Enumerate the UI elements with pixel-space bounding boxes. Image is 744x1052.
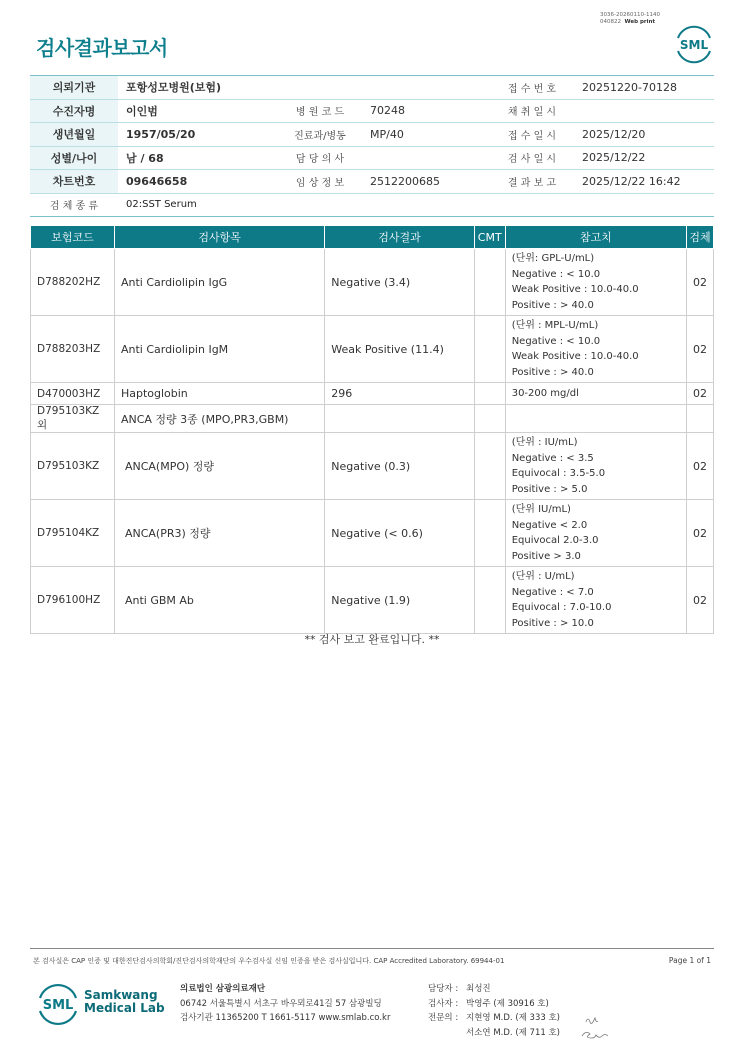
reference-range <box>505 433 686 500</box>
test-result: Weak Positive (11.4) <box>325 316 474 383</box>
reference-line: Positive > 3.0 <box>511 550 581 562</box>
company-name-line1: Samkwang <box>84 988 158 1002</box>
result-row <box>31 405 714 433</box>
result-row <box>31 316 714 383</box>
reference-line: (단위 : IU/mL) <box>511 437 578 448</box>
result-row <box>31 433 714 500</box>
test-result: Negative (3.4) <box>325 249 474 316</box>
specimen-code <box>686 405 713 433</box>
specimen-code: 02 <box>686 433 713 500</box>
patient-info-table <box>30 75 714 217</box>
column-header: 검사항목 <box>114 226 324 249</box>
signature-image <box>578 1010 612 1042</box>
info-value: 포항성모병원(보험) <box>118 76 278 100</box>
info-row <box>30 76 714 100</box>
info-value: 이인범 <box>118 99 278 123</box>
info-label: 의뢰기관 <box>30 76 118 100</box>
specimen-code: 02 <box>686 383 713 405</box>
footer-divider <box>30 948 714 949</box>
staff-row <box>428 1026 560 1041</box>
print-code <box>600 12 660 26</box>
logo-text: SML <box>679 38 709 52</box>
reference-line: Negative : < 7.0 <box>511 586 594 598</box>
reference-line: Equivocal : 7.0-10.0 <box>511 602 612 613</box>
info-value <box>362 146 490 170</box>
result-row <box>31 500 714 567</box>
test-item: Haptoglobin <box>114 383 324 405</box>
info-label: 병 원 코 드 <box>278 99 362 123</box>
reference-line: Positive : > 40.0 <box>511 299 594 311</box>
results-table <box>30 225 714 634</box>
sml-footer-logo-icon <box>36 982 80 1026</box>
info-label: 접 수 일 시 <box>490 123 574 147</box>
comment-cell <box>474 433 505 500</box>
reference-line: Weak Positive : 10.0-40.0 <box>511 351 639 362</box>
test-result: Negative (0.3) <box>325 433 474 500</box>
info-value: 1957/05/20 <box>118 123 278 147</box>
web-print-label: Web print <box>624 19 656 25</box>
test-result: 296 <box>325 383 474 405</box>
info-value: 20251220-70128 <box>574 76 714 100</box>
info-label: 성별/나이 <box>30 146 118 170</box>
reference-range <box>505 500 686 567</box>
reference-line: Positive : > 5.0 <box>511 483 588 495</box>
reference-line: (단위: GPL-U/mL) <box>511 253 595 264</box>
info-value: 09646658 <box>118 170 278 194</box>
column-header: 검체 <box>686 226 713 249</box>
staff-name: 지현영 M.D. (제 333 호) <box>466 1013 561 1023</box>
staff-role: 전문의 : <box>428 1013 459 1023</box>
page-title: 검사결과보고서 <box>36 36 168 60</box>
info-label: 검 사 일 시 <box>490 146 574 170</box>
reference-line: 30-200 mg/dl <box>511 387 579 399</box>
print-code-line1: 3036-20260110-1140 <box>600 12 660 18</box>
test-item: Anti Cardiolipin IgM <box>114 316 324 383</box>
column-header: 검사결과 <box>325 226 474 249</box>
specimen-value: 02:SST Serum <box>118 193 714 217</box>
info-label: 접 수 번 호 <box>490 76 574 100</box>
specimen-code: 02 <box>686 500 713 567</box>
test-result: Negative (< 0.6) <box>325 500 474 567</box>
info-value <box>362 76 490 100</box>
results-header-row <box>31 226 714 249</box>
staff-row <box>428 997 560 1012</box>
test-item: ANCA(MPO) 정량 <box>114 433 324 500</box>
staff-name: 최성진 <box>466 984 491 994</box>
reference-line: (단위 : MPL-U/mL) <box>511 320 599 331</box>
info-row <box>30 146 714 170</box>
reference-range <box>505 249 686 316</box>
reference-line: Negative : < 3.5 <box>511 452 594 464</box>
print-code-line2: 040822 <box>600 19 622 25</box>
reference-line: Equivocal : 3.5-5.0 <box>511 468 606 479</box>
reference-line: Equivocal 2.0-3.0 <box>511 535 599 546</box>
info-label: 수진자명 <box>30 99 118 123</box>
info-label: 임 상 정 보 <box>278 170 362 194</box>
column-header: 참고치 <box>505 226 686 249</box>
specimen-row <box>30 193 714 217</box>
reference-line: Negative : < 10.0 <box>511 268 601 280</box>
test-item: Anti Cardiolipin IgG <box>114 249 324 316</box>
reference-range <box>505 316 686 383</box>
comment-cell <box>474 500 505 567</box>
insurance-code: D470003HZ <box>31 383 115 405</box>
specimen-code: 02 <box>686 249 713 316</box>
reference-range <box>505 567 686 634</box>
info-row <box>30 99 714 123</box>
info-row <box>30 170 714 194</box>
info-label: 결 과 보 고 <box>490 170 574 194</box>
comment-cell <box>474 405 505 433</box>
info-value: 남 / 68 <box>118 146 278 170</box>
comment-cell <box>474 249 505 316</box>
info-label: 채 취 일 시 <box>490 99 574 123</box>
org-contact: 검사기관 11365200 T 1661-5117 www.smlab.co.kr <box>180 1013 391 1023</box>
column-header: 보험코드 <box>31 226 115 249</box>
result-row <box>31 249 714 316</box>
sml-logo-icon <box>674 24 714 64</box>
info-label: 담 당 의 사 <box>278 146 362 170</box>
insurance-code: D796100HZ <box>31 567 115 634</box>
info-label: 생년월일 <box>30 123 118 147</box>
reference-line: Positive : > 10.0 <box>511 617 594 629</box>
specimen-code: 02 <box>686 316 713 383</box>
info-label <box>278 76 362 100</box>
insurance-code: D795103KZ외 <box>31 405 115 433</box>
staff-role: 검사자 : <box>428 998 459 1009</box>
insurance-code: D795103KZ <box>31 433 115 500</box>
report-complete-text: ** 검사 보고 완료입니다. ** <box>304 633 440 646</box>
test-item: Anti GBM Ab <box>114 567 324 634</box>
info-value: 2025/12/22 <box>574 146 714 170</box>
info-label: 차트번호 <box>30 170 118 194</box>
reference-line: Negative < 2.0 <box>511 519 588 531</box>
org-address: 06742 서울특별시 서초구 바우뫼로41길 57 삼광빌딩 <box>180 998 382 1009</box>
info-value: 2025/12/20 <box>574 123 714 147</box>
staff-name: 서소연 M.D. (제 711 호) <box>466 1027 561 1038</box>
footer-logo-text: SML <box>42 998 74 1013</box>
test-result <box>325 405 474 433</box>
info-label: 진료과/병동 <box>278 123 362 147</box>
reference-line: (단위 IU/mL) <box>511 504 571 515</box>
info-value: MP/40 <box>362 123 490 147</box>
specimen-label: 검 체 종 류 <box>30 193 118 217</box>
reference-line: Positive : > 40.0 <box>511 366 594 378</box>
staff-role: 담당자 : <box>428 984 459 994</box>
test-item: ANCA 정량 3종 (MPO,PR3,GBM) <box>114 405 324 433</box>
staff-row <box>428 1011 560 1026</box>
comment-cell <box>474 316 505 383</box>
info-value: 70248 <box>362 99 490 123</box>
page-number: Page 1 of 1 <box>668 956 711 965</box>
reference-line: Weak Positive : 10.0-40.0 <box>511 284 639 295</box>
reference-line: (단위 : U/mL) <box>511 571 575 582</box>
company-name <box>84 989 165 1015</box>
accreditation-note: 본 검사실은 CAP 인증 및 대한진단검사의학회/진단검사의학재단의 우수검사실 신임 인증을 받은 검사실입니다. CAP Accredited Laboratory. 69944-01 <box>33 957 505 965</box>
info-value <box>574 99 714 123</box>
organization-info <box>180 982 390 1026</box>
staff-list <box>428 982 560 1040</box>
staff-name: 박영주 (제 30916 호) <box>466 998 549 1009</box>
comment-cell <box>474 383 505 405</box>
staff-row <box>428 982 560 997</box>
comment-cell <box>474 567 505 634</box>
info-row <box>30 123 714 147</box>
insurance-code: D788202HZ <box>31 249 115 316</box>
test-result: Negative (1.9) <box>325 567 474 634</box>
info-value: 2025/12/22 16:42 <box>574 170 714 194</box>
staff-role <box>428 1026 466 1041</box>
org-name: 의료법인 삼광의료재단 <box>180 984 266 994</box>
insurance-code: D788203HZ <box>31 316 115 383</box>
result-row <box>31 383 714 405</box>
column-header: CMT <box>474 226 505 249</box>
company-name-line2: Medical Lab <box>84 1001 165 1015</box>
reference-line: Negative : < 10.0 <box>511 335 601 347</box>
specimen-code: 02 <box>686 567 713 634</box>
reference-range <box>505 405 686 433</box>
insurance-code: D795104KZ <box>31 500 115 567</box>
result-row <box>31 567 714 634</box>
reference-range <box>505 383 686 405</box>
test-item: ANCA(PR3) 정량 <box>114 500 324 567</box>
info-value: 2512200685 <box>362 170 490 194</box>
